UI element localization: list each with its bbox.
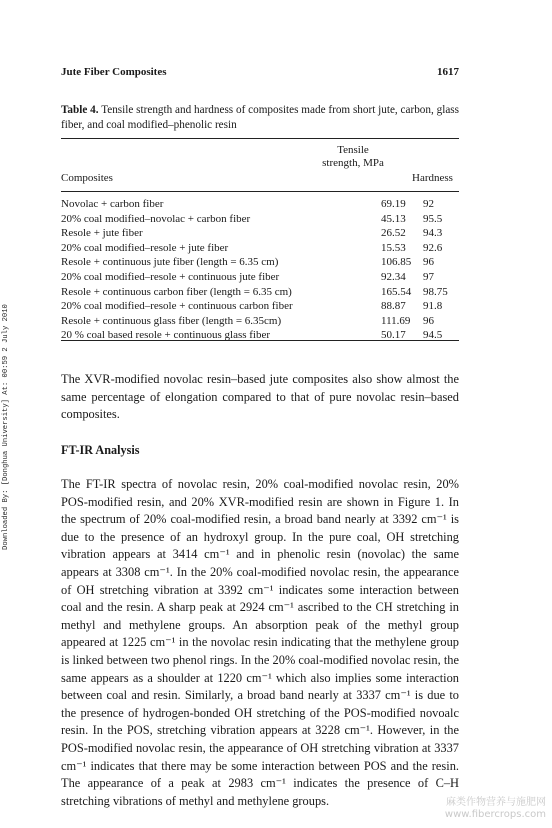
table-row [61, 212, 459, 227]
composite-cell: Resole + continuous glass fiber (length = 6.35cm) [61, 314, 282, 327]
tensile-strength-cell: 92.34 [381, 270, 406, 283]
composite-cell: Resole + jute fiber [61, 227, 143, 240]
table-body [61, 197, 459, 343]
hardness-cell: 94.3 [423, 227, 443, 240]
column-header-tensile-strength: Tensile strength, MPa [322, 144, 384, 170]
body-paragraph-elongation: The XVR-modified novolac resin–based jute composites also show almost the same percentage of elongation compared to that of pure novolac resin–based composites. [61, 372, 459, 422]
hardness-cell: 98.75 [423, 285, 448, 298]
hardness-cell: 97 [423, 270, 434, 283]
composite-cell: 20% coal modified–novolac + carbon fiber [61, 212, 251, 225]
hardness-cell: 94.5 [423, 329, 443, 342]
tensile-strength-cell: 69.19 [381, 198, 406, 210]
table-top-rule [61, 138, 459, 139]
hardness-cell: 96 [423, 256, 434, 269]
table-row [61, 270, 459, 285]
body-paragraph-ftir: The FT-IR spectra of novolac resin, 20% coal-modified novolac resin, 20% POS-modified resin, and 20% XVR-modified resin are shown in Figure 1. In the spectrum of 20% coal-modified resin, a broad band nearly at 3392 cm⁻¹ is due to the presence of an hydroxyl group. In the pure coal, OH stretching vibration appears at 3414 cm⁻¹ and in phenolic resin (novolac) the same appears at 3308 cm⁻¹. In the 20% coal-modified novolac resin, the appearance of OH stretching vibration at 3392 cm⁻¹ indicates some interaction between coal and the resin. A sharp peak at 2924 cm⁻¹ ascribed to the CH stretching in methyl and methylene groups. An absorption peak of the methyl group appeared at 1225 cm⁻¹ in the novolac resin indicating that the methylene group is linked between two phenol rings. In the 20% coal-modified novolac resin, the same appears as a shoulder at 1220 cm⁻¹ which also implies some interaction between coal and resin. Similarly, a broad band nearly at 3337 cm⁻¹ is due to the presence of hydrogen-bonded OH stretching of the POS-modified novoalc resin. In the POS, stretching vibration appears at 3228 cm⁻¹. However, in the POS-modified novolac resin, the appearance of OH stretching vibration at 3337 cm⁻¹ indicates that there may be some interaction between POS and the resin. The appearance of a peak at 2983 cm⁻¹ indicates the presence of C–H stretching vibrations of methyl and methylene groups. [61, 477, 459, 808]
section-heading: FT-IR Analysis [61, 443, 140, 457]
composite-cell: 20% coal modified–resole + continuous carbon fiber [61, 300, 293, 313]
table-caption [61, 103, 459, 133]
watermark-chinese: 麻类作物营养与施肥网 [446, 797, 546, 808]
composite-cell: Novolac + carbon fiber [61, 198, 164, 210]
column-header-hardness: Hardness [412, 172, 453, 184]
download-notice-text: Downloaded By: [Donghua University] At: 00:59 2 July 2010 [2, 304, 10, 550]
journal-title: Jute Fiber Composites [61, 66, 167, 78]
tensile-strength-cell: 45.13 [381, 212, 406, 225]
running-head [61, 66, 461, 80]
hardness-cell: 96 [423, 314, 434, 327]
tensile-strength-cell: 88.87 [381, 300, 406, 313]
watermark-url: www.fibercrops.com [444, 809, 546, 820]
tensile-strength-cell: 26.52 [381, 227, 406, 240]
hardness-cell: 92.6 [423, 241, 443, 254]
page-number: 1617 [437, 66, 459, 78]
tensile-strength-cell: 50.17 [381, 329, 406, 342]
download-notice [1, 304, 13, 560]
composite-cell: Resole + continuous jute fiber (length = 6.35 cm) [61, 256, 279, 269]
table-row [61, 314, 459, 329]
table-bottom-rule [61, 340, 459, 341]
hardness-cell: 95.5 [423, 212, 443, 225]
table-row [61, 255, 459, 270]
table-label: Table 4. [61, 104, 99, 116]
composite-cell: Resole + continuous carbon fiber (length = 6.35 cm) [61, 285, 292, 298]
site-watermark [426, 797, 546, 825]
hardness-cell: 91.8 [423, 300, 443, 313]
table-row [61, 241, 459, 256]
tensile-strength-cell: 15.53 [381, 241, 406, 254]
composite-cell: 20% coal modified–resole + jute fiber [61, 241, 229, 254]
hardness-cell: 92 [423, 198, 434, 210]
table-caption-text: Tensile strength and hardness of composites made from short jute, carbon, glass fiber, and coal modified–phenolic resin [61, 104, 459, 131]
tensile-strength-cell: 106.85 [381, 256, 412, 269]
column-header-composites: Composites [61, 172, 113, 184]
table-row [61, 197, 459, 212]
composite-cell: 20 % coal based resole + continuous glass fiber [61, 329, 271, 342]
table-header-rule [61, 191, 459, 192]
tensile-strength-cell: 165.54 [381, 285, 412, 298]
table-row [61, 226, 459, 241]
table-row [61, 285, 459, 300]
tensile-strength-cell: 111.69 [381, 314, 411, 327]
table-row [61, 299, 459, 314]
composite-cell: 20% coal modified–resole + continuous jute fiber [61, 270, 280, 283]
